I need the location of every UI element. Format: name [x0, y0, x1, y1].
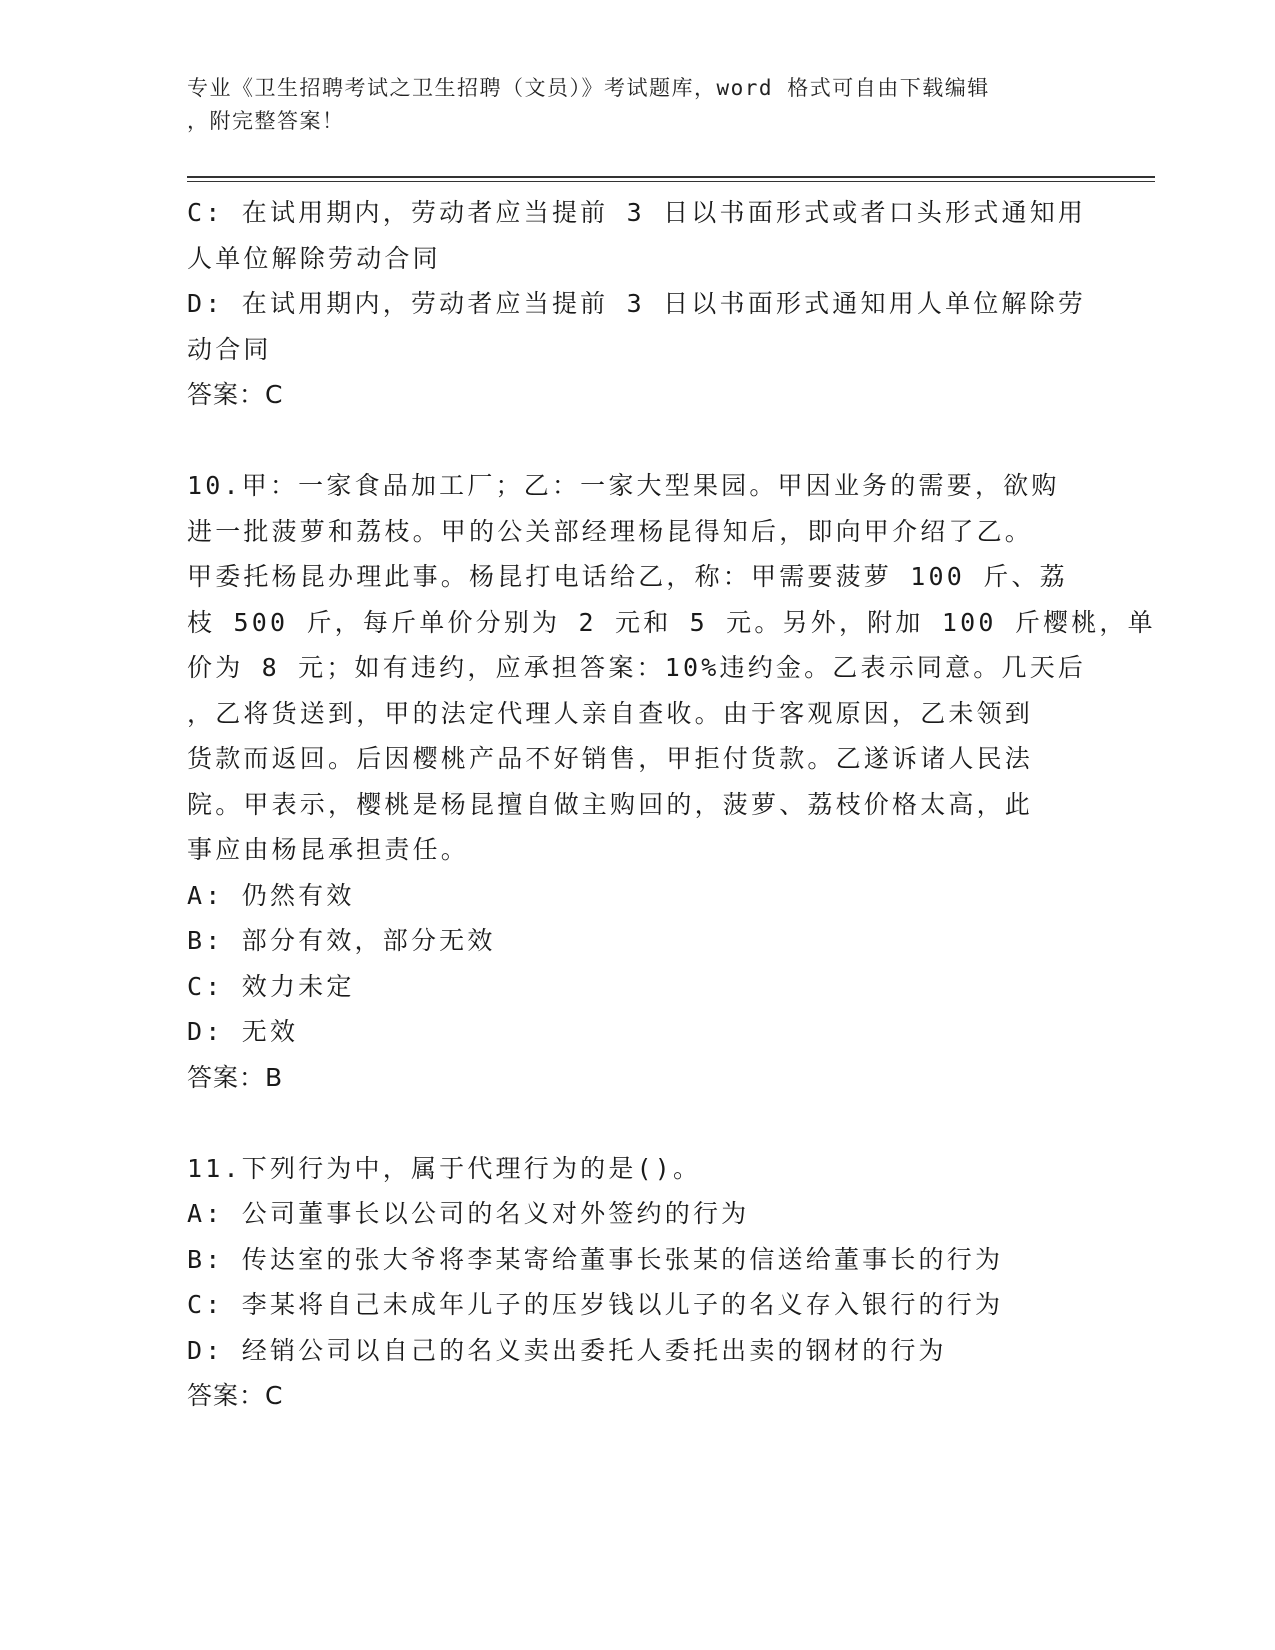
option-c: C: 效力未定 [187, 971, 355, 1001]
question-stem-line: 10.甲：一家食品加工厂；乙：一家大型果园。甲因业务的需要，欲购 [187, 471, 1060, 500]
option-d-line-2: 动合同 [187, 334, 272, 364]
header-line-1: 专业《卫生招聘考试之卫生招聘（文员）》考试题库，word 格式可自由下载编辑 [187, 76, 990, 100]
question-11 [187, 1146, 1077, 1419]
option-d: D: 经销公司以自己的名义卖出委托人委托出卖的钢材的行为 [187, 1335, 947, 1365]
option-c: C: 李某将自己未成年儿子的压岁钱以儿子的名义存入银行的行为 [187, 1290, 1004, 1319]
question-stem-line: 价为 8 元；如有违约，应承担答案：10%违约金。乙表示同意。几天后 [187, 653, 1087, 682]
answer-line: 答案：C [187, 380, 284, 409]
question-stem-line: 货款而返回。后因樱桃产品不好销售，甲拒付货款。乙遂诉诸人民法 [187, 744, 1034, 773]
question-stem-line: 院。甲表示，樱桃是杨昆擅自做主购回的，菠萝、荔枝价格太高，此 [187, 789, 1034, 819]
header-divider-thick [187, 176, 1155, 178]
option-b: B: 传达室的张大爷将李某寄给董事长张某的信送给董事长的行为 [187, 1244, 1004, 1274]
option-a: A: 公司董事长以公司的名义对外签约的行为 [187, 1199, 750, 1228]
question-stem-line: 事应由杨昆承担责任。 [187, 835, 470, 864]
option-c-line-1: C: 在试用期内，劳动者应当提前 3 日以书面形式或者口头形式通知用 [187, 198, 1087, 227]
option-b: B: 部分有效，部分无效 [187, 926, 496, 955]
header-divider-thin [187, 181, 1155, 182]
previous-question [187, 190, 1087, 418]
answer-line: 答案：B [187, 1062, 284, 1092]
option-a: A: 仍然有效 [187, 880, 355, 910]
spacer [187, 1100, 1077, 1146]
document-body [187, 190, 1156, 1419]
question-stem-line: 枝 500 斤，每斤单价分别为 2 元和 5 元。另外，附加 100 斤樱桃，单 [187, 607, 1156, 637]
answer-line: 答案：C [187, 1381, 284, 1410]
option-d-line-1: D: 在试用期内，劳动者应当提前 3 日以书面形式通知用人单位解除劳 [187, 289, 1087, 318]
question-stem-line: 11.下列行为中，属于代理行为的是()。 [187, 1153, 702, 1183]
question-10 [187, 463, 1156, 1100]
spacer [187, 418, 1077, 464]
question-stem-line: 甲委托杨昆办理此事。杨昆打电话给乙，称：甲需要菠萝 100 斤、荔 [187, 562, 1068, 591]
option-d: D: 无效 [187, 1017, 299, 1046]
question-stem-line: 进一批菠萝和荔枝。甲的公关部经理杨昆得知后，即向甲介绍了乙。 [187, 516, 1034, 546]
question-stem-line: ，乙将货送到，甲的法定代理人亲自查收。由于客观原因，乙未领到 [187, 698, 1034, 728]
option-c-line-2: 人单位解除劳动合同 [187, 243, 441, 273]
header-line-2: ，附完整答案！ [187, 109, 345, 133]
document-header [187, 72, 1067, 138]
